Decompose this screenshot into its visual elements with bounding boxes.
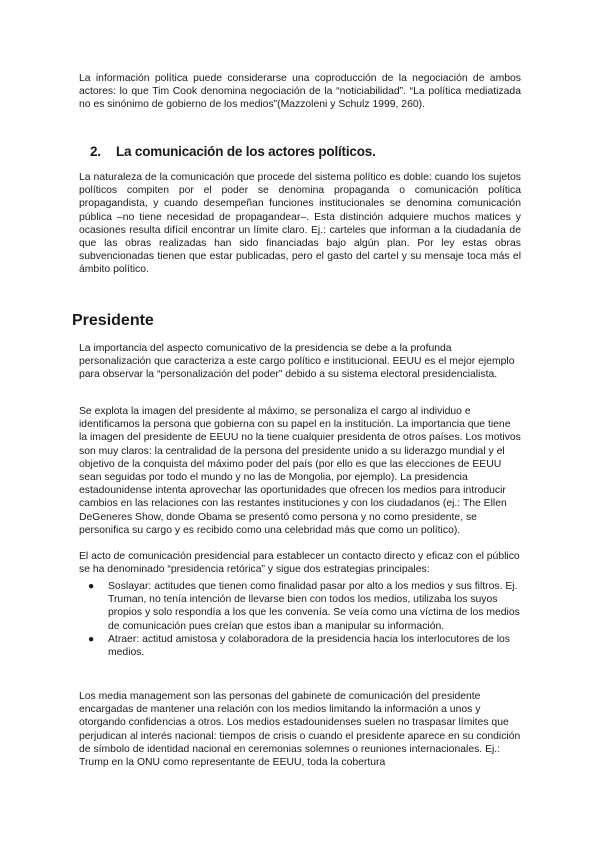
subsection-heading: Presidente xyxy=(72,312,154,329)
list-item xyxy=(79,580,521,633)
paragraph-imagen: Se explota la imagen del presidente al máximo, se personaliza el cargo al individuo e identificamos la persona que gobierna con su papel en la institución. La importancia que tiene la imagen del presidente de EEUU no la tiene cualquier presidenta de otros países. Los motivos son muy claros: la centralidad de la persona del presidente unido a su liderazgo mundial y el objetivo de la conquista del máximo poder del país (por ello es que las elecciones de EEUU sean seguidas por todo el mundo y no las de Mongolia, por ejemplo). La presidencia estadounidense intenta aprovechar las oportunidades que ofrecen los medios para introducir cambios en las relaciones con las restantes instituciones y con los ciudadanos (ej.: The Ellen DeGeneres Show, donde Obama se presentó como persona y no como presidente, se personifica su cargo y es recibido como una celebridad más que como un político). xyxy=(79,406,521,536)
section-heading xyxy=(90,144,376,159)
paragraph-personalizacion: La importancia del aspecto comunicativo de la presidencia se debe a la profunda personalización que caracteriza a este cargo político e institucional. EEUU es el mejor ejemplo para observar la “personalización del poder” debido a su sistema electoral presidencialista. xyxy=(79,343,515,381)
list-item-text: Soslayar: actitudes que tienen como finalidad pasar por alto a los medios y sus filtros. Ej. Truman, no tenía intención de llevarse bien con todos los medios, utilizaba los suyos propios y solo respondía a los que les convenía. Se veía como una víctima de los medios de comunicación pues creían que estos iban a manipular su información. xyxy=(108,581,520,632)
section-number: 2. xyxy=(90,144,101,159)
intro-paragraph: La información política puede considerarse una coproducción de la negociación de ambos actores: lo que Tim Cook denomina negociación de la “noticiabilidad”. “La política mediatizada no es sinónimo de gobierno de los medios”(Mazzoleni y Schulz 1999, 260). xyxy=(79,73,521,111)
list-item-text: Atraer: actitud amistosa y colaboradora de la presidencia hacia los interlocutores de los medios. xyxy=(108,633,510,659)
paragraph-media-management: Los media management son las personas del gabinete de comunicación del presidente encargadas de mantener una relación con los medios limitando la información a unos y otorgando confidencias a otros. Los medios estadounidenses suelen no traspasar límites que perjudican al interés nacional: tiempos de crisis o cuando el presidente aparece en su condición de símbolo de identidad nacional en ceremonias solemnes o reuniones internacionales. Ej.: Trump en la ONU como representante de EEUU, toda la cobertura xyxy=(79,691,521,769)
bullet-icon: ● xyxy=(88,581,95,592)
strategy-list xyxy=(79,580,521,659)
list-item xyxy=(79,633,521,659)
section-paragraph: La naturaleza de la comunicación que procede del sistema político es doble: cuando los sujetos políticos compiten por el poder se denomina propaganda o comunicación política propagandista, y cuando desempeñan funciones institucionales se denomina comunicación pública –no tiene necesidad de propagandear–. Esta distinción adquiere muchos matices y ocasiones resulta difícil encontrar un límite claro. Ej.: carteles que informan a la ciudadanía de que las obras realizadas han sido financiadas bajo algún plan. Por ley estas obras subvencionadas tienen que estar publicadas, pero el gasto del cartel y su mensaje toca más el ámbito político. xyxy=(79,172,521,276)
section-title: La comunicación de los actores políticos. xyxy=(116,144,376,159)
paragraph-retorica: El acto de comunicación presidencial para establecer un contacto directo y eficaz con el público se ha denominado “presidencia retórica” y sigue dos estrategias principales: xyxy=(79,551,520,576)
bullet-icon: ● xyxy=(88,633,95,645)
